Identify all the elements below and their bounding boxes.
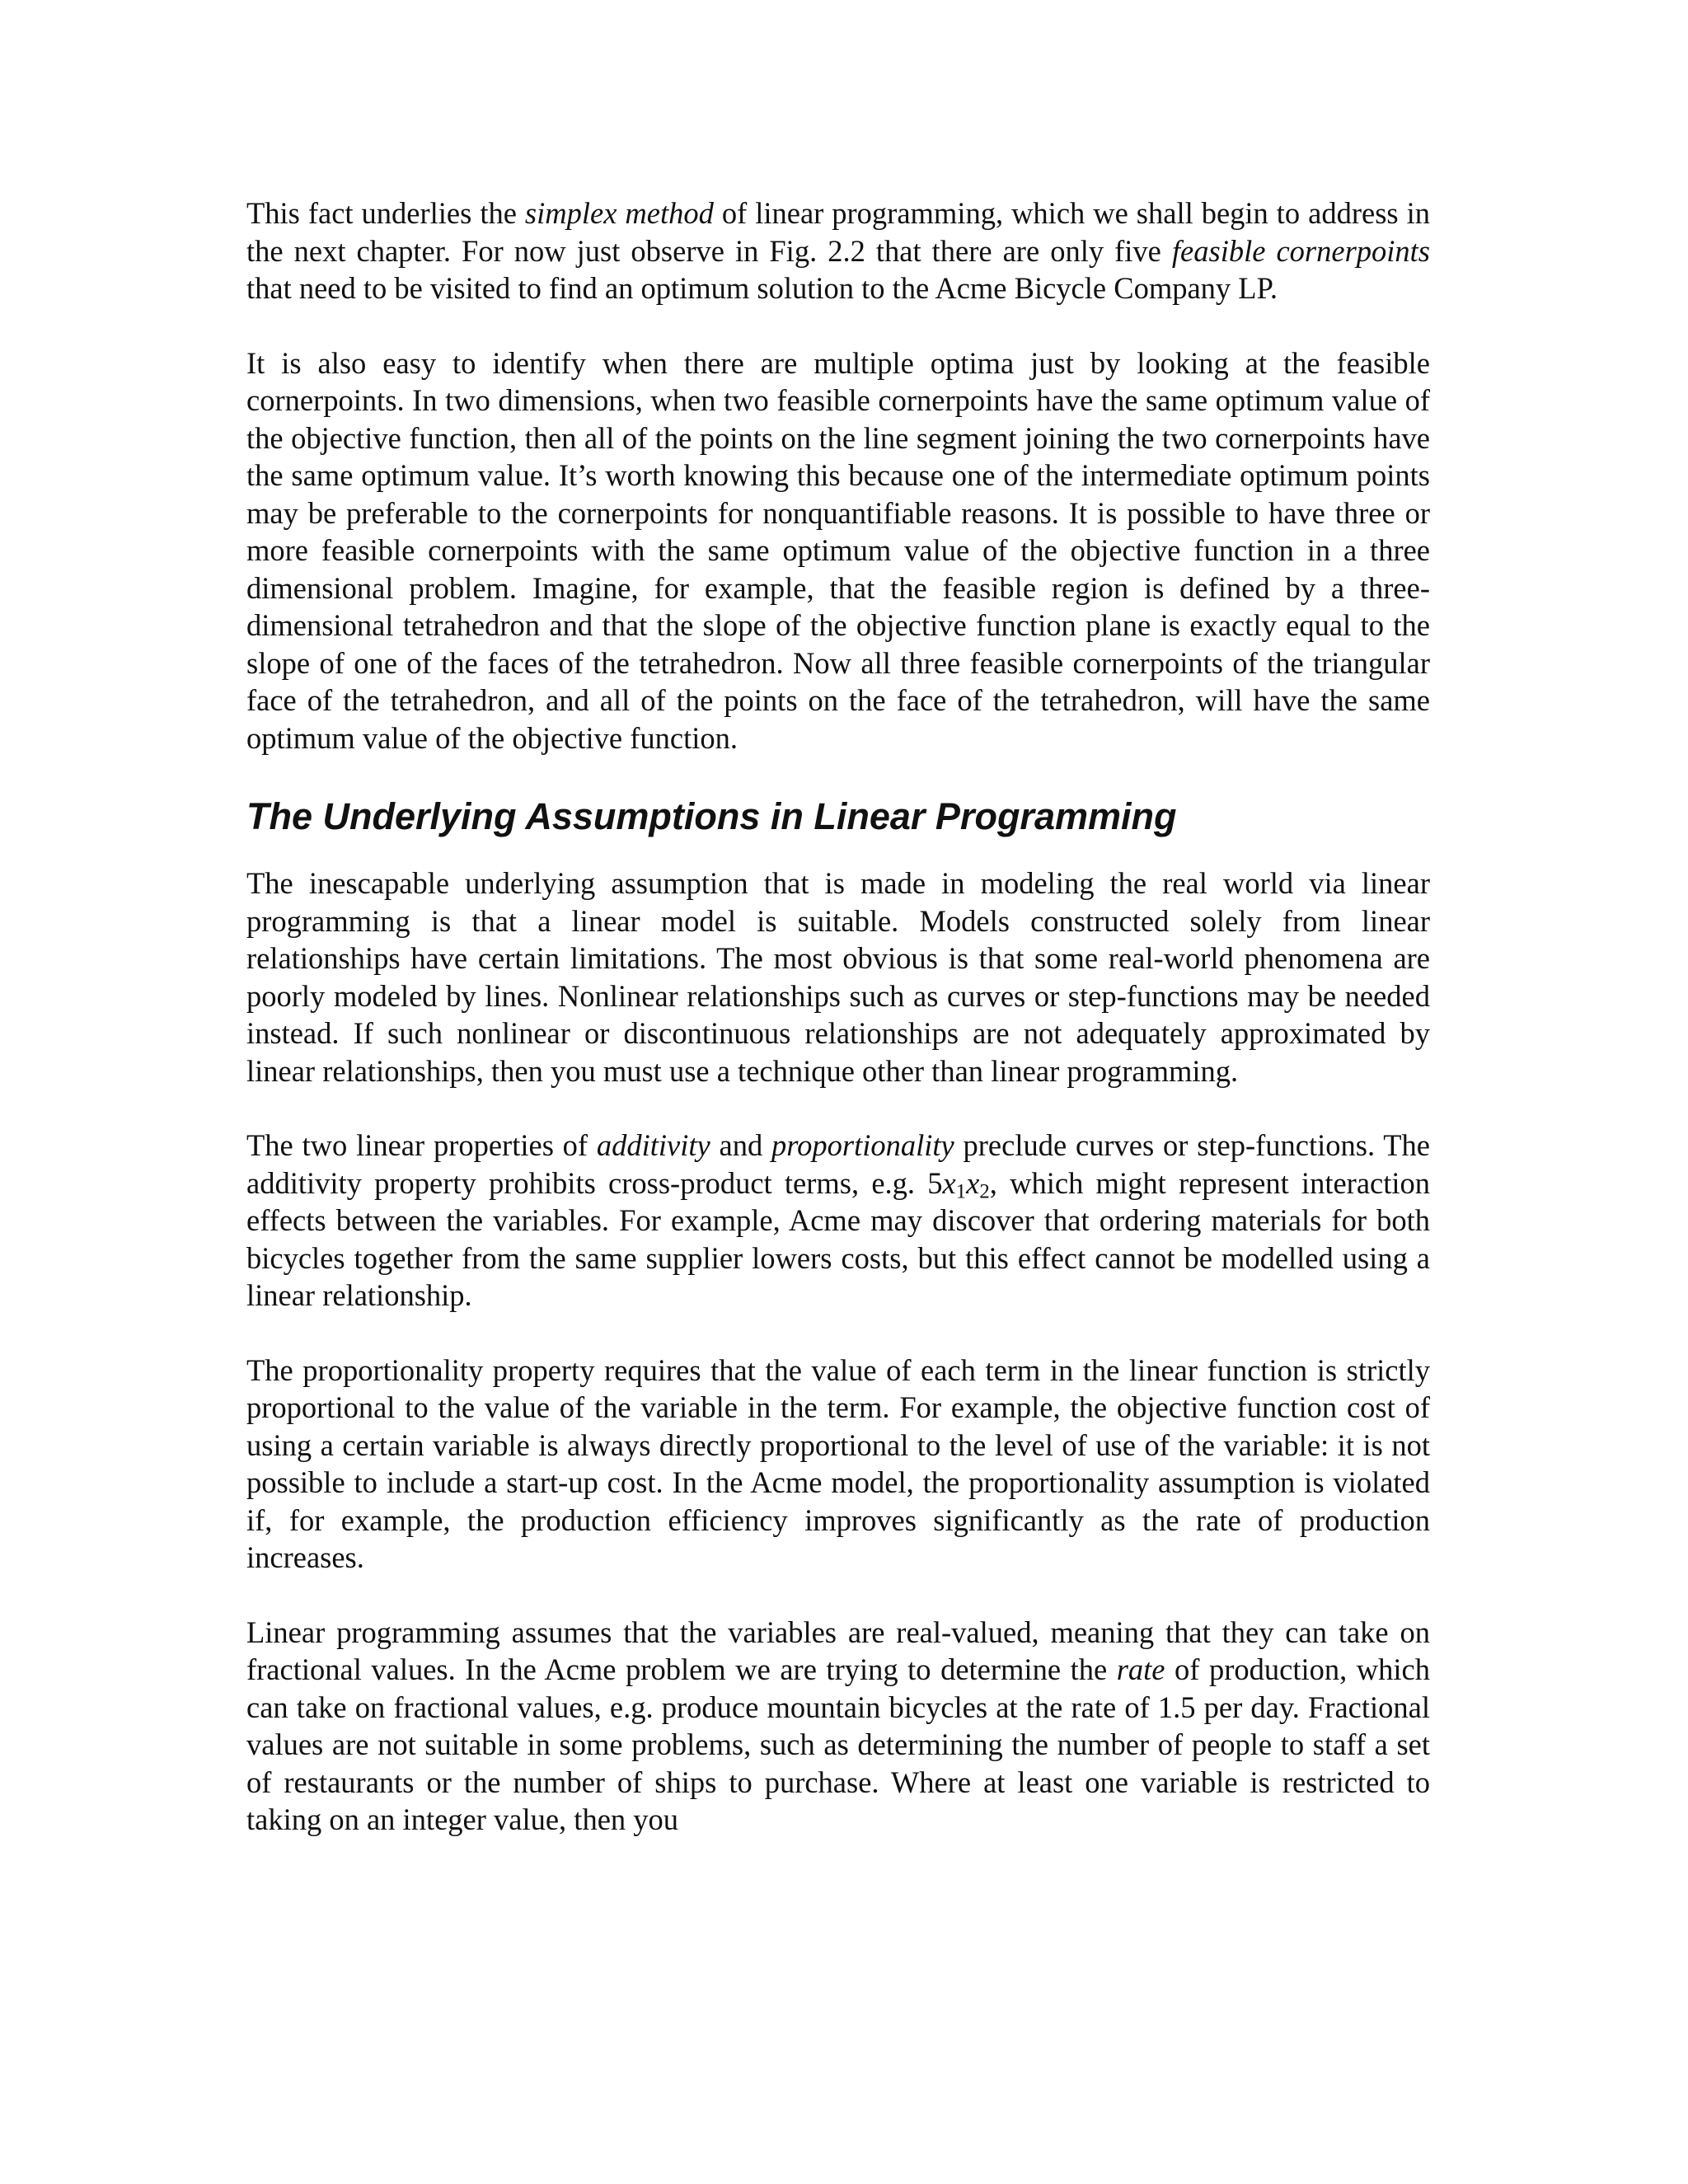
subscript-text: 2 (979, 1179, 990, 1202)
text-run: This fact underlies the (246, 196, 525, 230)
paragraph-p6 (246, 1614, 1430, 1839)
text-run: that need to be visited to find an optimum solution to the Acme Bicycle Company LP. (246, 271, 1278, 305)
text-run: and (710, 1128, 772, 1162)
section-heading: The Underlying Assumptions in Linear Programming (246, 795, 1177, 837)
text-run: The inescapable underlying assumption that is made in modeling the real world via linear programming is that a linear model is suitable. Models constructed solely from linear relationships have certain limitations. The most obvious is that some real-world phenomena are poorly modeled by lines. Nonlinear relationships such as curves or step-functions may be needed instead. If such nonlinear or discontinuous relationships are not adequately approximated by linear relationships, then you must use a technique other than linear programming. (246, 866, 1430, 1088)
text-run: It is also easy to identify when there are multiple optima just by looking at the feasible cornerpoints. In two dimensions, when two feasible cornerpoints have the same optimum value of the objective function, then all of the points on the line segment joining the two cornerpoints have the same optimum value. It’s worth knowing this because one of the intermediate optimum points may be preferable to the cornerpoints for nonquantifiable reasons. It is possible to have three or more feasible cornerpoints with the same optimum value of the objective function in a three dimensional problem. Imagine, for example, that the feasible region is defined by a three-dimensional tetrahedron and that the slope of the objective function plane is exactly equal to the slope of one of the faces of the tetrahedron. Now all three feasible cornerpoints of the triangular face of the tetrahedron, and all of the points on the face of the tetrahedron, will have the same optimum value of the objective function. (246, 345, 1430, 755)
italic-text: proportionality (771, 1128, 954, 1162)
paragraph-p3 (246, 865, 1430, 1090)
text-run: The proportionality property requires that the value of each term in the linear function is strictly proportional to the value of the variable in the term. For example, the objective function cost of using a certain variable is always directly proportional to the level of use of the variable: it is not possible to include a start-up cost. In the Acme model, the proportionality assumption is violated if, for example, the production efficiency improves significantly as the rate of production increases. (246, 1352, 1430, 1574)
paragraph-p2 (246, 344, 1430, 757)
subscript-text: 1 (955, 1179, 967, 1202)
paragraph-p5 (246, 1352, 1430, 1577)
italic-text: x (942, 1165, 956, 1200)
paragraph-p1 (246, 194, 1430, 307)
italic-text: rate (1116, 1652, 1165, 1686)
italic-text: feasible cornerpoints (1171, 233, 1431, 268)
bottom-paragraphs (246, 865, 1430, 1839)
text-run: , which might represent interaction effects between the variables. For example, Acme may discover that ordering materials for both bicycles together from the same supplier lowers costs, but this effect cannot be modelled using a linear relationship. (246, 1165, 1431, 1312)
italic-text: x (966, 1165, 980, 1200)
text-run: of production, which can take on fractional values, e.g. produce mountain bicycles at the rate of 1.5 per day. Fractional values are not suitable in some problems, such as determining the number of people to staff a set of restaurants or the number of ships to purchase. Where at least one variable is restricted to taking on an integer value, then you (246, 1652, 1430, 1836)
text-run: Linear programming assumes that the variables are real-valued, meaning that they can take on fractional values. In the Acme problem we are trying to determine the (246, 1615, 1430, 1686)
text-run: of linear programming, which we shall begin to address in the next chapter. For now just observe in Fig. 2.2 that there are only five (246, 196, 1430, 268)
italic-text: additivity (596, 1128, 710, 1162)
italic-text: simplex method (524, 196, 714, 230)
page-content (246, 194, 1430, 1876)
top-paragraphs (246, 194, 1430, 757)
text-run: The two linear properties of (246, 1128, 597, 1162)
paragraph-p4 (246, 1127, 1430, 1315)
text-run: preclude curves or step-functions. The additivity property prohibits cross-product terms, e.g. 5 (246, 1128, 1430, 1200)
